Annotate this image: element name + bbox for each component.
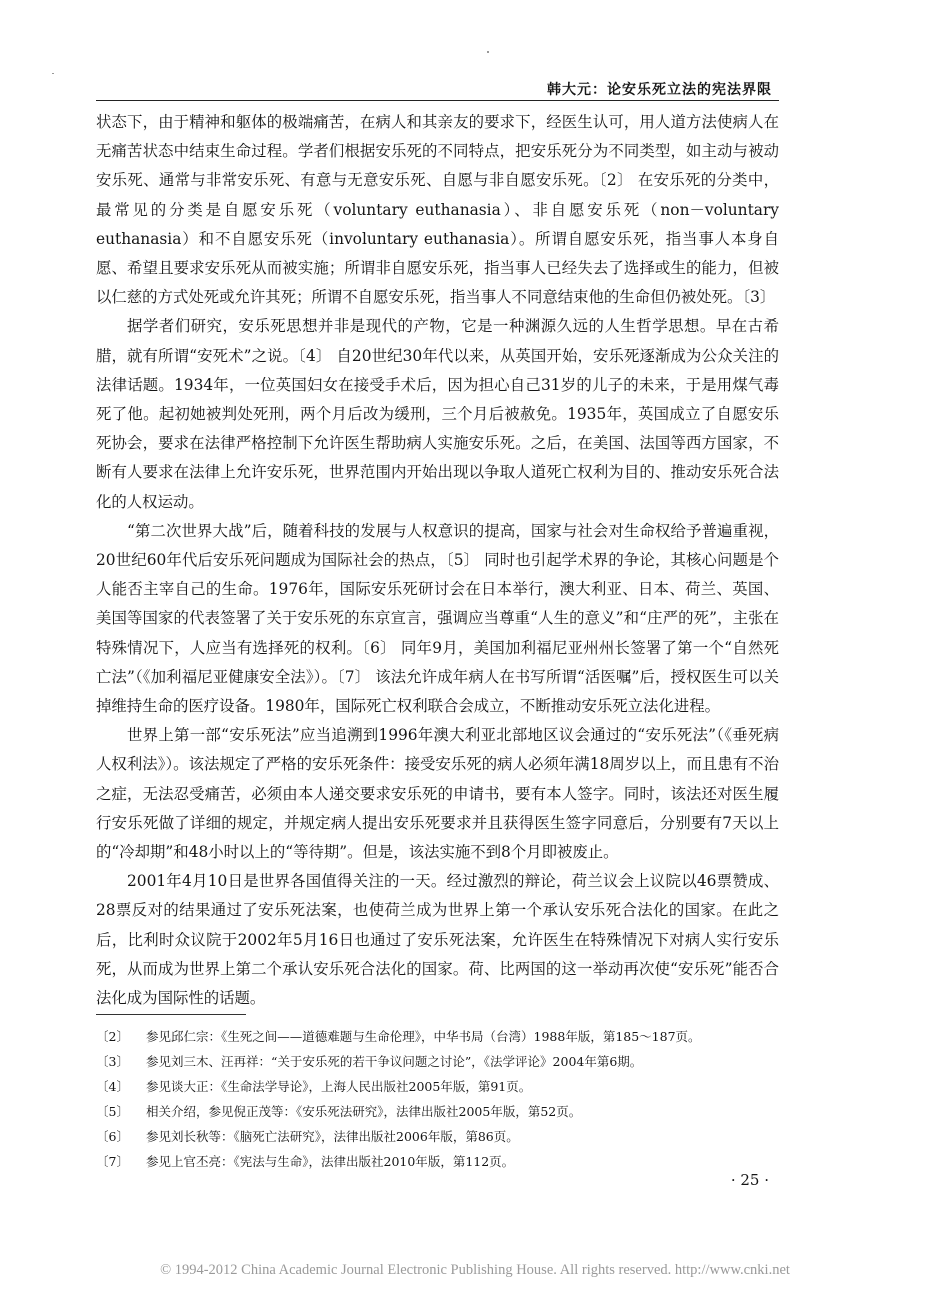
body-paragraph: 据学者们研究，安乐死思想并非是现代的产物，它是一种渊源久远的人生哲学思想。早在古希腊，就有所谓“安死术”之说。〔4〕 自20世纪30年代以来，从英国开始，安乐死逐渐成为公众关注的法律话题。1934年，一位英国妇女在接受手术后，因为担心自己31岁的儿子的未来，于是用煤气毒死了他。起初她被判处死刑，两个月后改为缓刑，三个月后被赦免。1935年，英国成立了自愿安乐死协会，要求在法律严格控制下允许医生帮助病人实施安乐死。之后，在美国、法国等西方国家，不断有人要求在法律上允许安乐死，世界范围内开始出现以争取人道死亡权利为目的、推动安乐死合法化的人权运动。 [96, 317, 779, 511]
copyright-notice: © 1994-2012 China Academic Journal Electronic Publishing House. All rights reserved. http://www.cnki.net [160, 1262, 790, 1278]
body-paragraph: 世界上第一部“安乐死法”应当追溯到1996年澳大利亚北部地区议会通过的“安乐死法”（《垂死病人权利法》）。该法规定了严格的安乐死条件：接受安乐死的病人必须年满18周岁以上，而且患有不治之症，无法忍受痛苦，必须由本人递交要求安乐死的申请书，要有本人签字。同时，该法还对医生履行安乐死做了详细的规定，并规定病人提出安乐死要求并且获得医生签字同意后，分别要有7天以上的“冷却期”和48小时以上的“等待期”。但是，该法实施不到8个月即被废止。 [96, 726, 779, 862]
scan-speck [487, 51, 489, 53]
footnote-item [96, 1049, 779, 1074]
footnote-text: 参见邱仁宗：《生死之间——道德难题与生命伦理》，中华书局（台湾）1988年版，第185～187页。 [146, 1029, 701, 1044]
footnote-text: 参见谈大正：《生命法学导论》，上海人民出版社2005年版，第91页。 [146, 1079, 532, 1094]
footnote-number: 〔7〕 [96, 1154, 129, 1169]
footnotes [96, 1024, 779, 1174]
footnote-number: 〔2〕 [96, 1029, 129, 1044]
footnote-item [96, 1074, 779, 1099]
footnote-number: 〔4〕 [96, 1079, 129, 1094]
footnote-item [96, 1149, 779, 1174]
footnote-item [96, 1024, 779, 1049]
body-paragraph: 状态下，由于精神和躯体的极端痛苦，在病人和其亲友的要求下，经医生认可，用人道方法使病人在无痛苦状态中结束生命过程。学者们根据安乐死的不同特点，把安乐死分为不同类型，如主动与被动安乐死、通常与非常安乐死、有意与无意安乐死、自愿与非自愿安乐死。〔2〕 在安乐死的分类中，最常见的分类是自愿安乐死（voluntary euthanasia）、非自愿安乐死（non－voluntary euthanasia）和不自愿安乐死（involuntary euthanasia）。所谓自愿安乐死，指当事人本身自愿、希望且要求安乐死从而被实施；所谓非自愿安乐死，指当事人已经失去了选择或生的能力，但被以仁慈的方式处死或允许其死；所谓不自愿安乐死，指当事人不同意结束他的生命但仍被处死。〔3〕 [96, 113, 779, 307]
footnote-text: 参见上官丕亮：《宪法与生命》，法律出版社2010年版，第112页。 [146, 1154, 515, 1169]
footnote-text: 参见刘三木、汪再祥：“关于安乐死的若干争议问题之讨论”，《法学评论》2004年第6期。 [146, 1054, 643, 1069]
article-body [96, 108, 779, 1013]
footnote-text: 参见刘长秋等：《脑死亡法研究》，法律出版社2006年版，第86页。 [146, 1129, 519, 1144]
running-header: 韩大元：论安乐死立法的宪法界限 [547, 82, 772, 98]
header-rule [96, 100, 779, 101]
body-paragraph: “第二次世界大战”后，随着科技的发展与人权意识的提高，国家与社会对生命权给予普遍重视，20世纪60年代后安乐死问题成为国际社会的热点，〔5〕 同时也引起学术界的争论，其核心问题是个人能否主宰自己的生命。1976年，国际安乐死研讨会在日本举行，澳大利亚、日本、荷兰、英国、美国等国家的代表签署了关于安乐死的东京宣言，强调应当尊重“人生的意义”和“庄严的死”，主张在特殊情况下，人应当有选择死的权利。〔6〕 同年9月，美国加利福尼亚州州长签署了第一个“自然死亡法”（《加利福尼亚健康安全法》）。〔7〕 该法允许成年病人在书写所谓“活医嘱”后，授权医生可以关掉维持生命的医疗设备。1980年，国际死亡权利联合会成立，不断推动安乐死立法化进程。 [96, 521, 779, 716]
footnote-number: 〔6〕 [96, 1129, 129, 1144]
footnote-text: 相关介绍，参见倪正茂等：《安乐死法研究》，法律出版社2005年版，第52页。 [146, 1104, 582, 1119]
footnote-number: 〔3〕 [96, 1054, 129, 1069]
footnote-item [96, 1099, 779, 1124]
page-number: · 25 · [730, 1171, 769, 1189]
scan-speck [52, 73, 54, 74]
footnote-number: 〔5〕 [96, 1104, 129, 1119]
footnote-item [96, 1124, 779, 1149]
body-paragraph: 2001年4月10日是世界各国值得关注的一天。经过激烈的辩论，荷兰议会上议院以46票赞成、28票反对的结果通过了安乐死法案，也使荷兰成为世界上第一个承认安乐死合法化的国家。在此之后，比利时众议院于2002年5月16日也通过了安乐死法案，允许医生在特殊情况下对病人实行安乐死，从而成为世界上第二个承认安乐死合法化的国家。荷、比两国的这一举动再次使“安乐死”能否合法化成为国际性的话题。 [96, 872, 779, 1008]
footnote-rule [96, 1014, 246, 1015]
